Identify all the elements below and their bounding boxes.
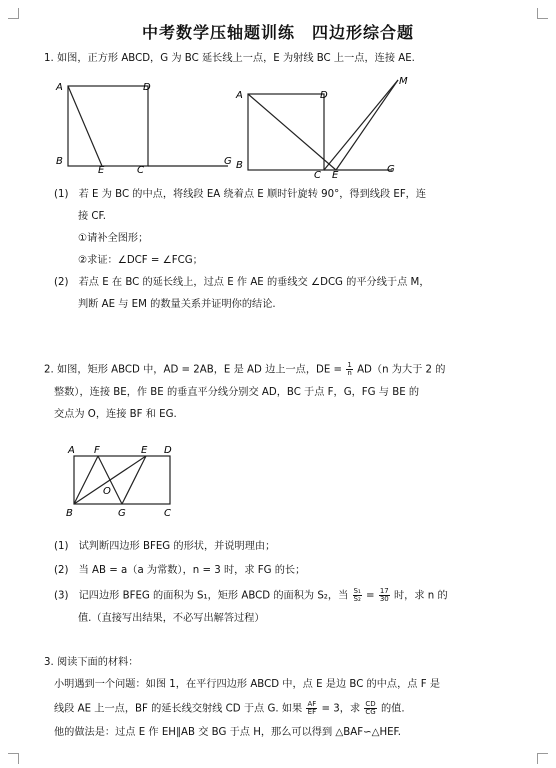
fraction-numerator: S₁ bbox=[353, 587, 361, 595]
q1-part2-line-b: 判断 AE 与 EM 的数量关系并证明你的结论. bbox=[78, 299, 276, 310]
page-title: 中考数学压轴题训练 四边形综合题 bbox=[141, 23, 414, 42]
fig2-label-b: B bbox=[236, 160, 243, 171]
fraction-numerator: 1 bbox=[347, 361, 352, 369]
fig-q2-label-e: E bbox=[141, 445, 148, 456]
fig1-label-b: B bbox=[56, 156, 63, 167]
fraction-numerator: AF bbox=[307, 700, 317, 708]
fraction-numerator: 17 bbox=[379, 587, 389, 595]
q2-fraction-s1-over-s2 bbox=[353, 588, 362, 603]
q2-part3-line-a bbox=[54, 588, 448, 604]
fig2-label-e: E bbox=[332, 170, 339, 178]
q3-fraction-cd-over-cg bbox=[364, 701, 376, 716]
fraction-denominator: CG bbox=[365, 708, 376, 716]
fig-q2-label-b: B bbox=[66, 508, 73, 519]
q1-part2-line-a: (2) 若点 E 在 BC 的延长线上，过点 E 作 AE 的垂线交 ∠DCG 的平分线于点 M， bbox=[54, 277, 430, 288]
q2-part3-equals: = bbox=[366, 590, 375, 602]
fig2-label-a: A bbox=[236, 90, 243, 101]
fig2-label-c: C bbox=[314, 170, 321, 178]
fraction-denominator: EF bbox=[307, 708, 317, 716]
q2-figure bbox=[60, 440, 185, 520]
fig-q2-label-g: G bbox=[118, 508, 126, 519]
fig-q2-label-o: O bbox=[103, 486, 111, 497]
q1-part1-line-b: 接 CF. bbox=[78, 211, 106, 222]
q2-fraction-17-over-30 bbox=[379, 588, 390, 603]
fraction-denominator: S₂ bbox=[353, 595, 361, 603]
q2-stem-line-b: 整数），连接 BE，作 BE 的垂直平分线分别交 AD，BC 于点 F，G，FG 与 BE 的 bbox=[54, 387, 420, 398]
fig2-label-m: M bbox=[399, 76, 408, 87]
q2-part3-pre: (3) 记四边形 BFEG 的面积为 S₁，矩形 ABCD 的面积为 S₂，当 bbox=[54, 590, 349, 602]
q2-part3-post: 时，求 n 的 bbox=[393, 590, 448, 602]
q3-fraction-af-over-ef bbox=[306, 701, 317, 716]
q1-part1-item-ii: ②求证：∠DCF = ∠FCG； bbox=[78, 255, 203, 266]
fig2-label-d: D bbox=[320, 90, 328, 101]
fig1-label-c: C bbox=[137, 165, 144, 174]
q2-part3-line-b: 值.（直接写出结果，不必写出解答过程） bbox=[78, 613, 265, 624]
fig1-label-d: D bbox=[143, 82, 151, 93]
fig1-label-e: E bbox=[98, 165, 105, 174]
page-corner-mark bbox=[537, 8, 548, 19]
q1-part1-line-a: (1) 若 E 为 BC 的中点，将线段 EA 绕着点 E 顺时针旋转 90°，得到线段 EF，连 bbox=[54, 189, 427, 200]
q2-part2: (2) 当 AB = a（a 为常数），n = 3 时，求 FG 的长； bbox=[54, 565, 306, 576]
page-corner-mark bbox=[8, 8, 19, 19]
q2-stem-a-post: AD（n 为大于 2 的 bbox=[357, 364, 446, 376]
q1-figure-1 bbox=[52, 78, 237, 174]
page-corner-mark bbox=[537, 753, 548, 764]
fig-q2-label-f: F bbox=[94, 445, 100, 456]
q2-fraction-1-over-n bbox=[346, 362, 352, 377]
q1-figure-2 bbox=[232, 72, 412, 178]
fig-q2-label-a: A bbox=[68, 445, 75, 456]
fraction-denominator: 30 bbox=[379, 595, 389, 603]
q3-line-2-post: 的值. bbox=[380, 703, 405, 715]
q3-line-3: 他的做法是：过点 E 作 EH∥AB 交 BG 于点 H，那么可以得到 △BAF∽△HEF. bbox=[54, 727, 401, 738]
fig2-label-g: G bbox=[387, 164, 395, 175]
page-corner-mark bbox=[8, 753, 19, 764]
q2-part1: (1) 试判断四边形 BFEG 的形状，并说明理由； bbox=[54, 541, 276, 552]
q2-stem-line-a bbox=[44, 362, 445, 378]
q1-stem: 1. 如图，正方形 ABCD，G 为 BC 延长线上一点，E 为射线 BC 上一点，连接 AE. bbox=[44, 53, 415, 64]
q1-part1-item-i: ①请补全图形； bbox=[78, 233, 149, 244]
fig1-label-a: A bbox=[56, 82, 63, 93]
q2-stem-line-c: 交点为 O，连接 BF 和 EG. bbox=[54, 409, 177, 420]
q3-line-2-pre: 线段 AE 上一点，BF 的延长线交射线 CD 于点 G. 如果 bbox=[54, 703, 303, 715]
fig-q2-label-d: D bbox=[164, 445, 172, 456]
q3-line-1: 小明遇到一个问题：如图 1，在平行四边形 ABCD 中，点 E 是边 BC 的中点，点 F 是 bbox=[54, 679, 441, 690]
fig1-label-g: G bbox=[224, 156, 232, 167]
fraction-numerator: CD bbox=[365, 700, 376, 708]
q3-stem: 3. 阅读下面的材料： bbox=[44, 657, 139, 668]
q2-stem-a-pre: 2. 如图，矩形 ABCD 中，AD = 2AB，E 是 AD 边上一点，DE = bbox=[44, 364, 343, 376]
q3-line-2 bbox=[54, 701, 405, 717]
q3-line-2-mid: = 3，求 bbox=[321, 703, 361, 715]
fig-q2-label-c: C bbox=[164, 508, 171, 519]
fraction-denominator: n bbox=[347, 369, 352, 377]
